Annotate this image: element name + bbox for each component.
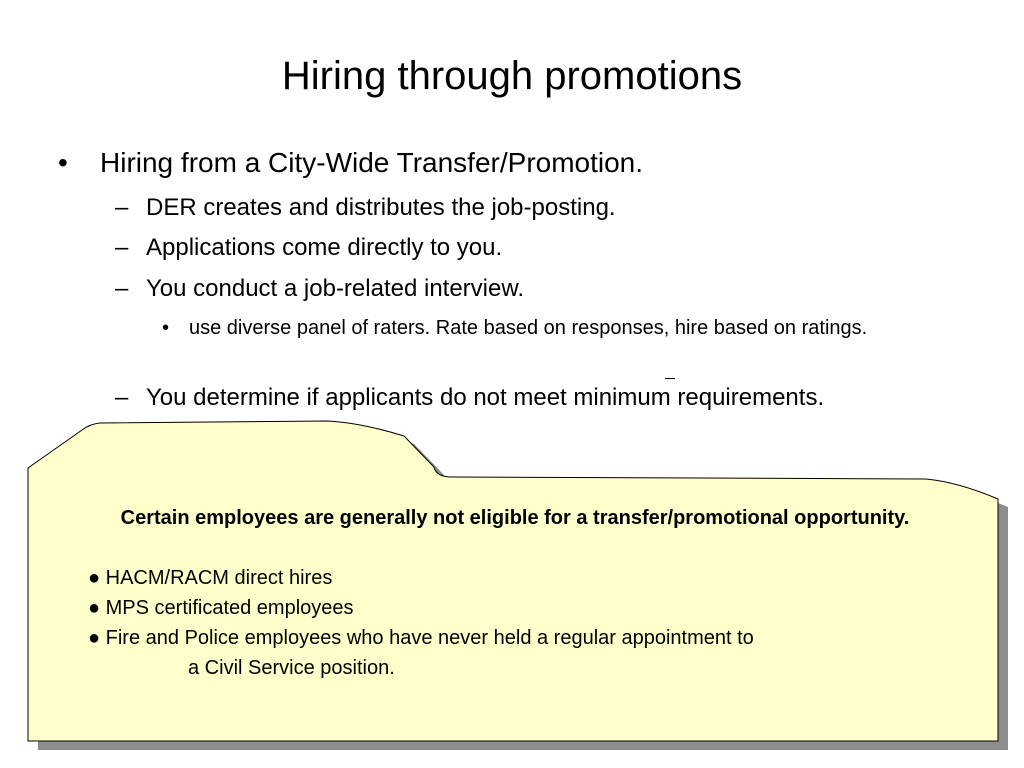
callout-content bbox=[80, 503, 950, 683]
callout-item-mps bbox=[80, 593, 950, 623]
callout-item-continuation: a Civil Service position. bbox=[188, 657, 395, 679]
dash-marker: – bbox=[115, 194, 129, 221]
dash-marker: – bbox=[115, 234, 129, 261]
callout-item-fire-police bbox=[80, 623, 950, 683]
callout-item-text: ● HACM/RACM direct hires bbox=[88, 567, 333, 589]
sub-bullet-text: DER creates and distributes the job-posting. bbox=[146, 194, 616, 221]
dash-marker: – bbox=[115, 275, 129, 302]
sub-bullet-text: You determine if applicants do not meet minimum requirements. bbox=[146, 384, 825, 411]
sub-sub-bullet-text: use diverse panel of raters. Rate based on responses, hire based on ratings. bbox=[189, 317, 868, 339]
sub-bullet-text: Applications come directly to you. bbox=[146, 234, 503, 261]
bullet-marker: • bbox=[58, 147, 68, 178]
callout-item-text: ● MPS certificated employees bbox=[88, 597, 354, 619]
callout-heading: Certain employees are generally not eligible for a transfer/promotional opportunity. bbox=[120, 507, 910, 529]
slide-title: Hiring through promotions bbox=[281, 54, 743, 98]
sub-bullet-text: You conduct a job-related interview. bbox=[146, 275, 525, 302]
dash-marker: – bbox=[115, 384, 129, 411]
bullet-text: Hiring from a City-Wide Transfer/Promotion. bbox=[100, 147, 644, 178]
callout-item-text: ● Fire and Police employees who have never held a regular appointment to bbox=[88, 627, 754, 649]
callout-item-hacm bbox=[80, 563, 950, 593]
bullet-marker: • bbox=[162, 317, 170, 339]
